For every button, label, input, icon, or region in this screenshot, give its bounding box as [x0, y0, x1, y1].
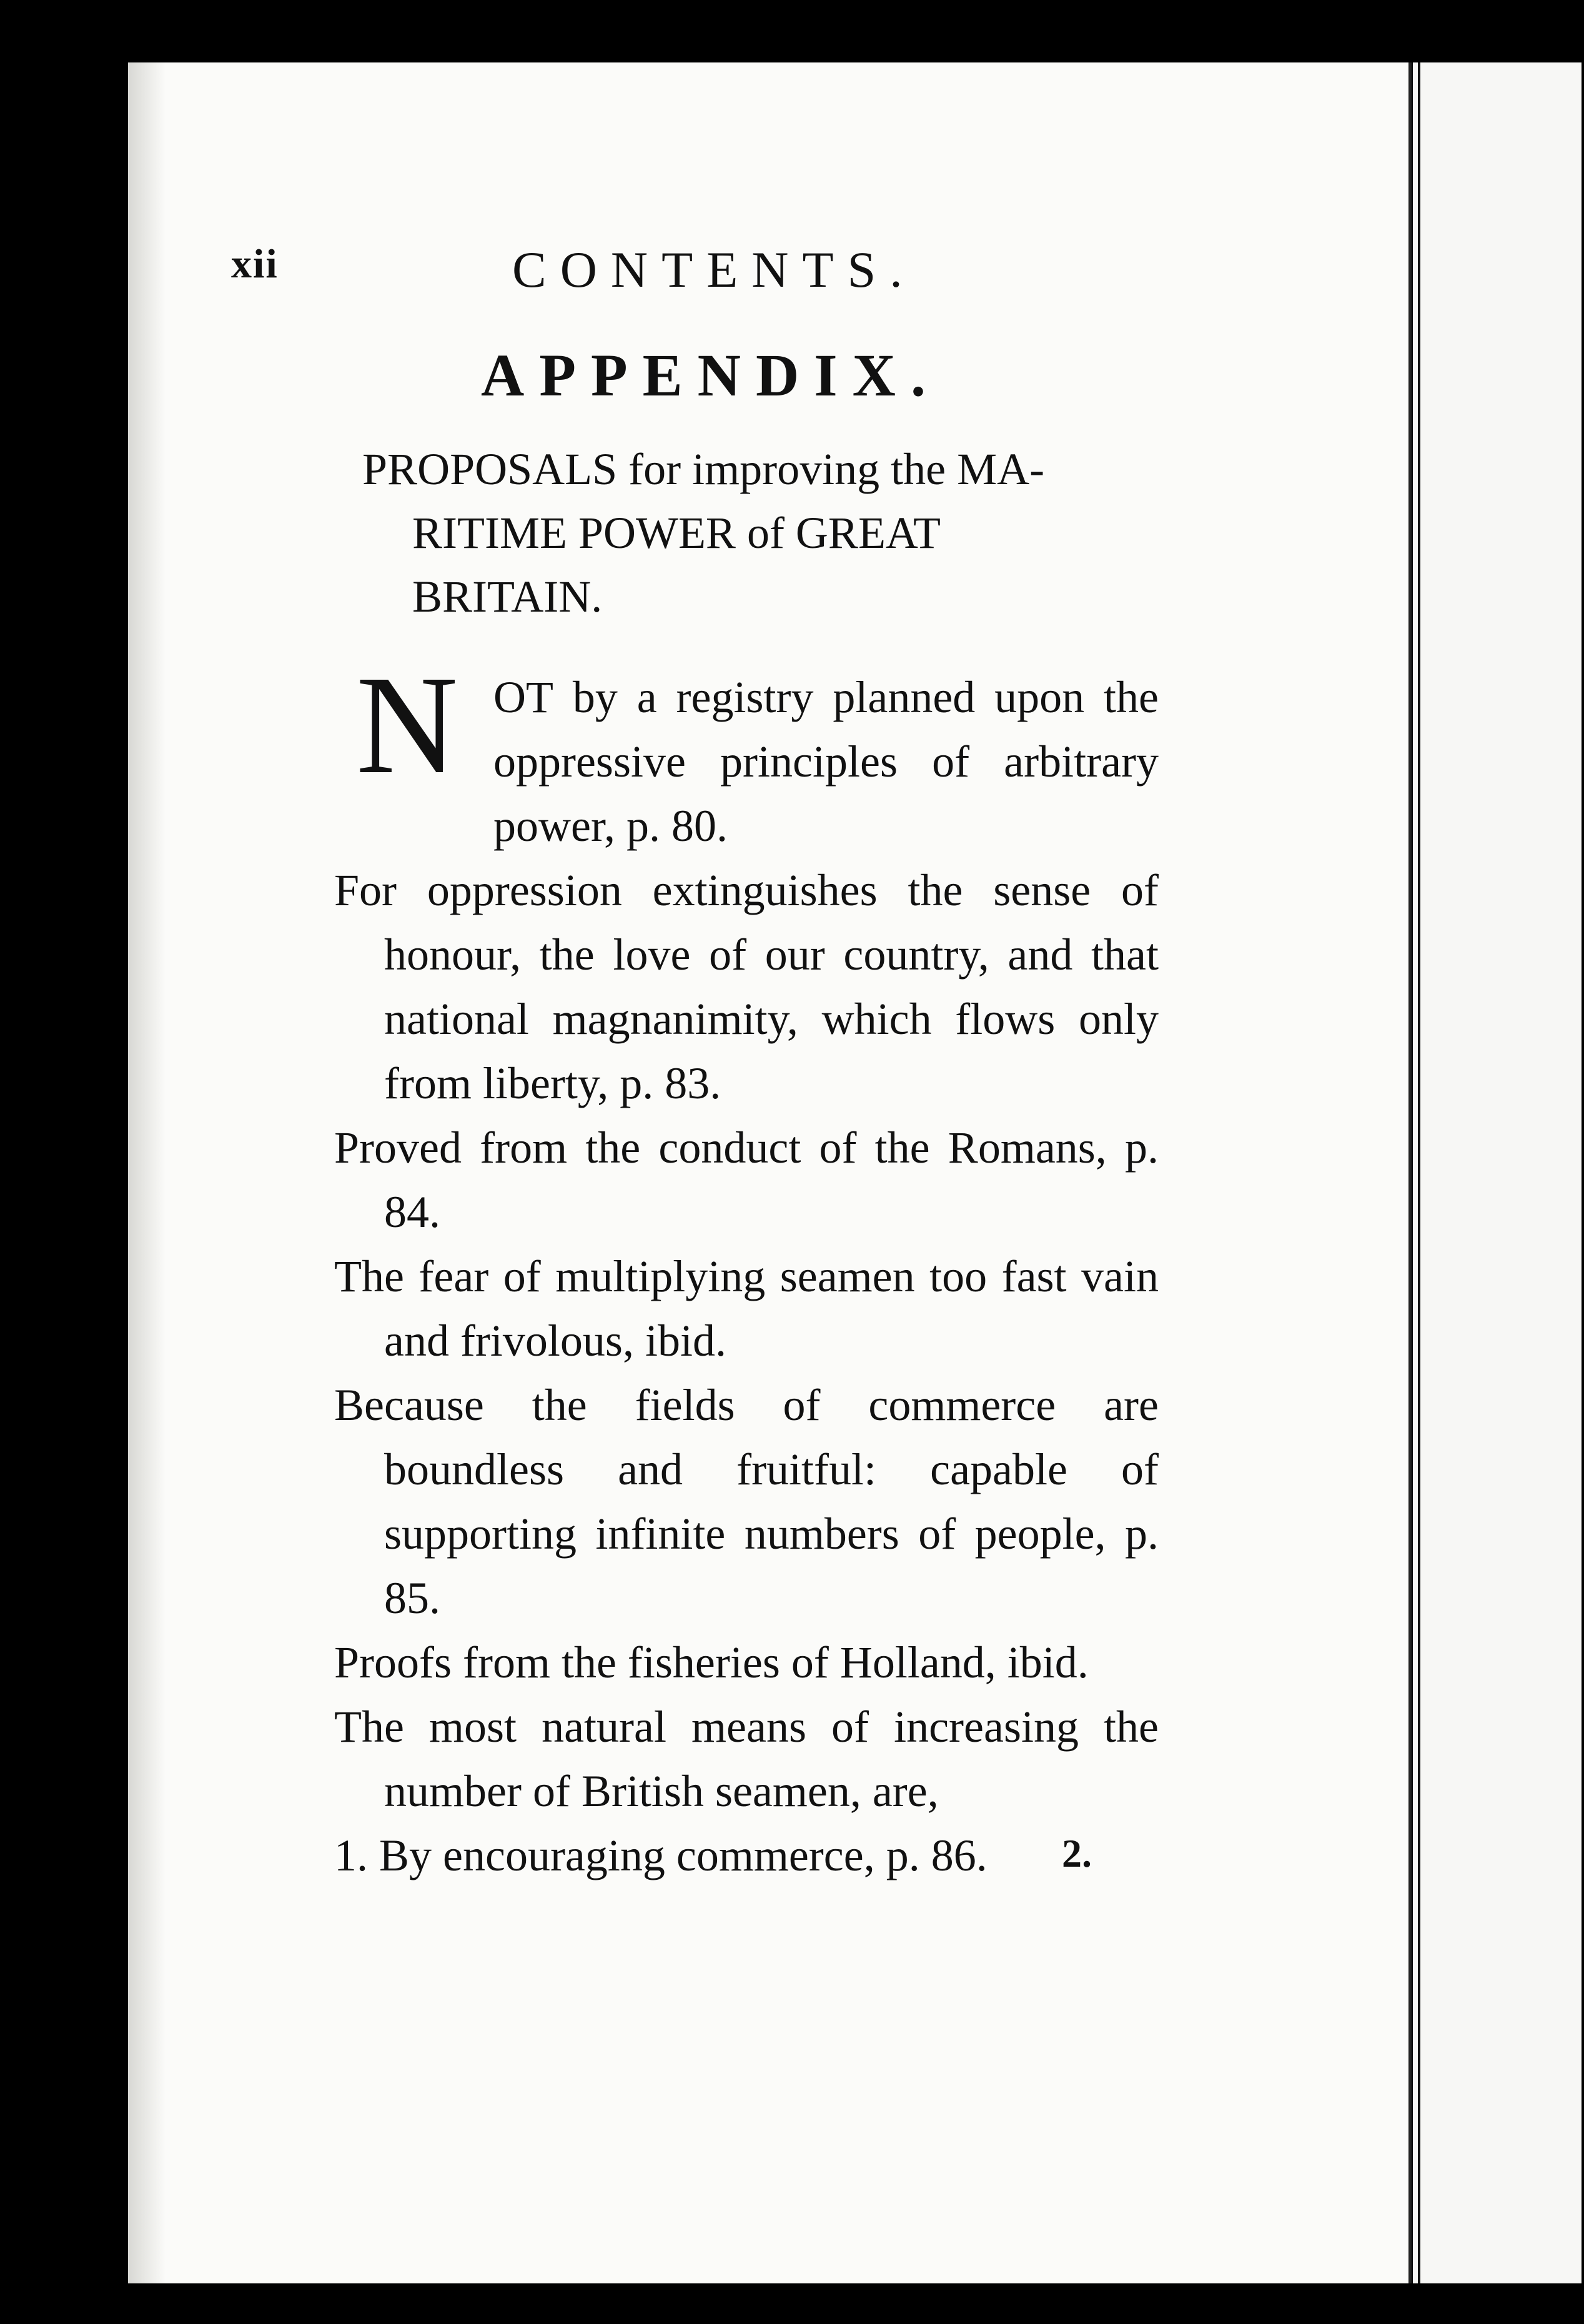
gutter-shadow — [128, 62, 166, 2283]
drop-cap: N — [356, 647, 458, 803]
contents-entries — [334, 647, 1159, 1888]
proposal-line: RITIME POWER of GREAT — [412, 508, 941, 558]
page-edge — [1408, 62, 1412, 2283]
facing-page-bleed — [1413, 62, 1582, 2283]
page-header — [231, 241, 1012, 298]
page-number: xii — [231, 241, 279, 287]
proposal-line: PROPOSALS for improving the MA- — [362, 444, 1045, 494]
entry-text: by a registry planned upon the oppressive principles of arbitrary power, p. 80. — [493, 672, 1159, 851]
running-head: CONTENTS. — [512, 241, 916, 298]
contents-entry — [334, 647, 1159, 858]
contents-entry: Proofs from the fisheries of Holland, ibid. — [334, 1637, 1089, 1687]
contents-entry: The most natural means of increasing the number of British seamen, are, — [334, 1702, 1159, 1816]
contents-entry: Because the fields of commerce are boundless and fruitful: capable of supporting infinite numbers of people, p. 85. — [334, 1380, 1159, 1623]
contents-entry: Proved from the conduct of the Romans, p. 84. — [334, 1123, 1159, 1237]
contents-entry: The fear of multiplying seamen too fast vain and frivolous, ibid. — [334, 1251, 1159, 1366]
facing-page-edge-line — [1418, 62, 1420, 2283]
entry-lead: OT — [493, 672, 553, 722]
section-title: APPENDIX. — [481, 342, 941, 409]
proposal-heading — [362, 437, 1143, 628]
proposal-line: BRITAIN. — [412, 572, 603, 622]
catchword: 2. — [1062, 1831, 1092, 1875]
contents-entry: For oppression extinguishes the sense of honour, the love of our country, and that national magnanimity, which flows only from liberty, p. 83. — [334, 865, 1159, 1108]
contents-entry: 1. By encouraging commerce, p. 86. — [334, 1830, 988, 1880]
